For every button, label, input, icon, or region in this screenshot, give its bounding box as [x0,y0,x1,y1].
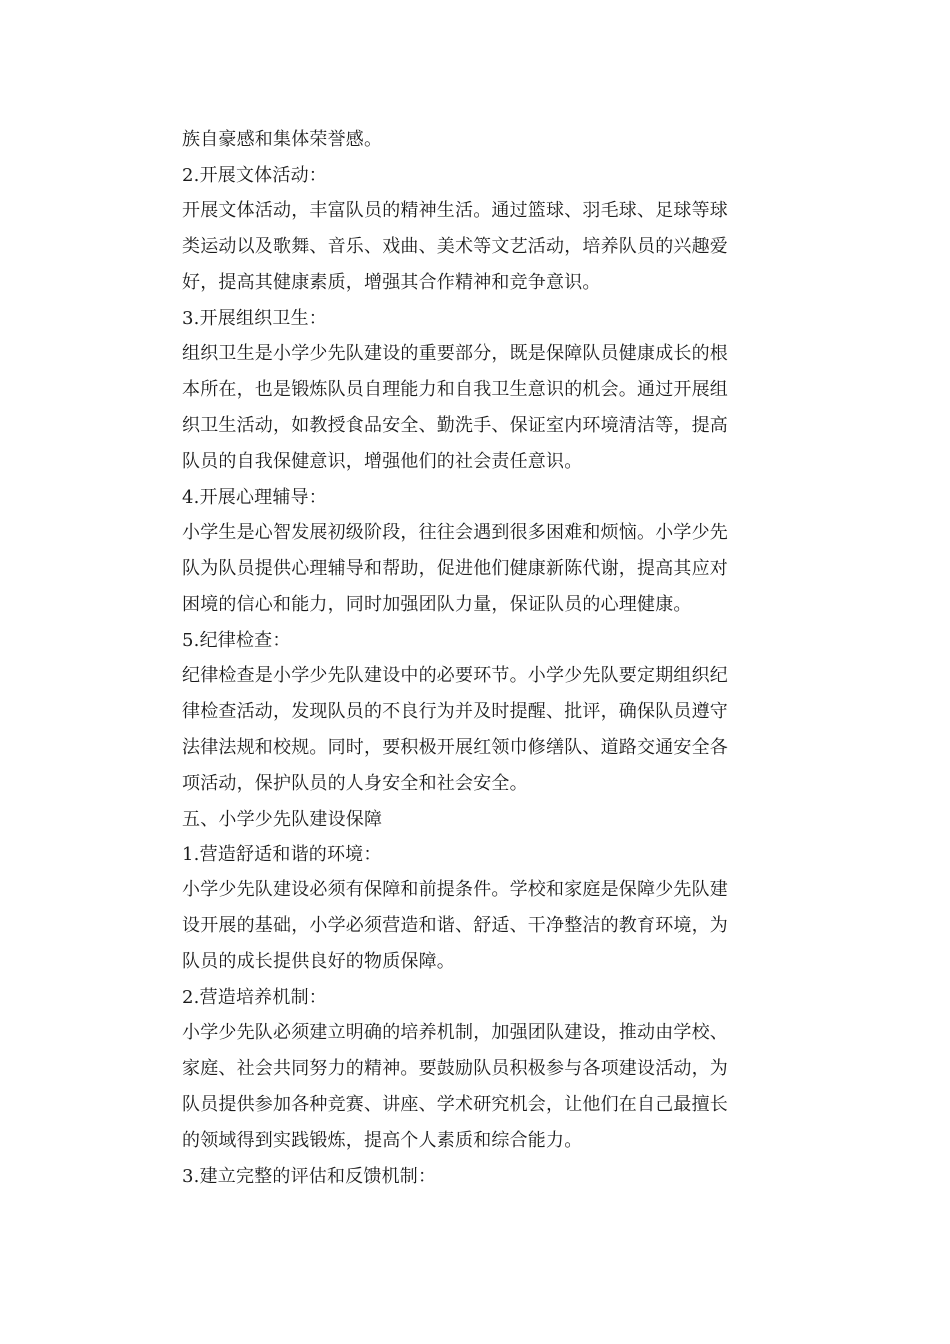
section-heading: 2.开展文体活动： [182,165,327,186]
section-heading: 4.开展心理辅导： [182,487,327,508]
paragraph-line: 法律法规和校规。同时，要积极开展红领巾修缮队、道路交通安全各 [182,737,728,758]
paragraph-line: 小学少先队必须建立明确的培养机制，加强团队建设，推动由学校、 [182,1022,728,1043]
paragraph-line: 律检查活动，发现队员的不良行为并及时提醒、批评，确保队员遵守 [182,701,728,722]
paragraph-line: 族自豪感和集体荣誉感。 [182,129,383,150]
paragraph-line: 困境的信心和能力，同时加强团队力量，保证队员的心理健康。 [182,594,692,615]
paragraph-line: 纪律检查是小学少先队建设中的必要环节。小学少先队要定期组织纪 [182,665,728,686]
paragraph-line: 好，提高其健康素质，增强其合作精神和竞争意识。 [182,272,601,293]
section-heading: 3.建立完整的评估和反馈机制： [182,1166,437,1187]
paragraph-line: 设开展的基础，小学必须营造和谐、舒适、干净整洁的教育环境，为 [182,915,728,936]
paragraph-line: 的领域得到实践锻炼，提高个人素质和综合能力。 [182,1130,583,1151]
document-body [182,122,782,1194]
paragraph-line: 小学生是心智发展初级阶段，往往会遇到很多困难和烦恼。小学少先 [182,522,728,543]
paragraph-line: 小学少先队建设必须有保障和前提条件。学校和家庭是保障少先队建 [182,879,728,900]
paragraph-line: 组织卫生是小学少先队建设的重要部分，既是保障队员健康成长的根 [182,343,728,364]
section-heading: 2.营造培养机制： [182,987,327,1008]
paragraph-line: 队员的自我保健意识，增强他们的社会责任意识。 [182,451,583,472]
paragraph-line: 队员的成长提供良好的物质保障。 [182,951,455,972]
section-heading: 1.营造舒适和谐的环境： [182,844,382,865]
paragraph-line: 家庭、社会共同努力的精神。要鼓励队员积极参与各项建设活动，为 [182,1058,728,1079]
paragraph-line: 项活动，保护队员的人身安全和社会安全。 [182,773,528,794]
chapter-heading: 五、小学少先队建设保障 [182,809,383,830]
section-heading: 3.开展组织卫生： [182,308,327,329]
paragraph-line: 织卫生活动，如教授食品安全、勤洗手、保证室内环境清洁等，提高 [182,415,728,436]
paragraph-line: 队员提供参加各种竞赛、讲座、学术研究机会，让他们在自己最擅长 [182,1094,728,1115]
paragraph-line: 开展文体活动，丰富队员的精神生活。通过篮球、羽毛球、足球等球 [182,200,728,221]
paragraph-line: 类运动以及歌舞、音乐、戏曲、美术等文艺活动，培养队员的兴趣爱 [182,236,728,257]
section-heading: 5.纪律检查： [182,630,291,651]
paragraph-line: 队为队员提供心理辅导和帮助，促进他们健康新陈代谢，提高其应对 [182,558,728,579]
paragraph-line: 本所在，也是锻炼队员自理能力和自我卫生意识的机会。通过开展组 [182,379,728,400]
